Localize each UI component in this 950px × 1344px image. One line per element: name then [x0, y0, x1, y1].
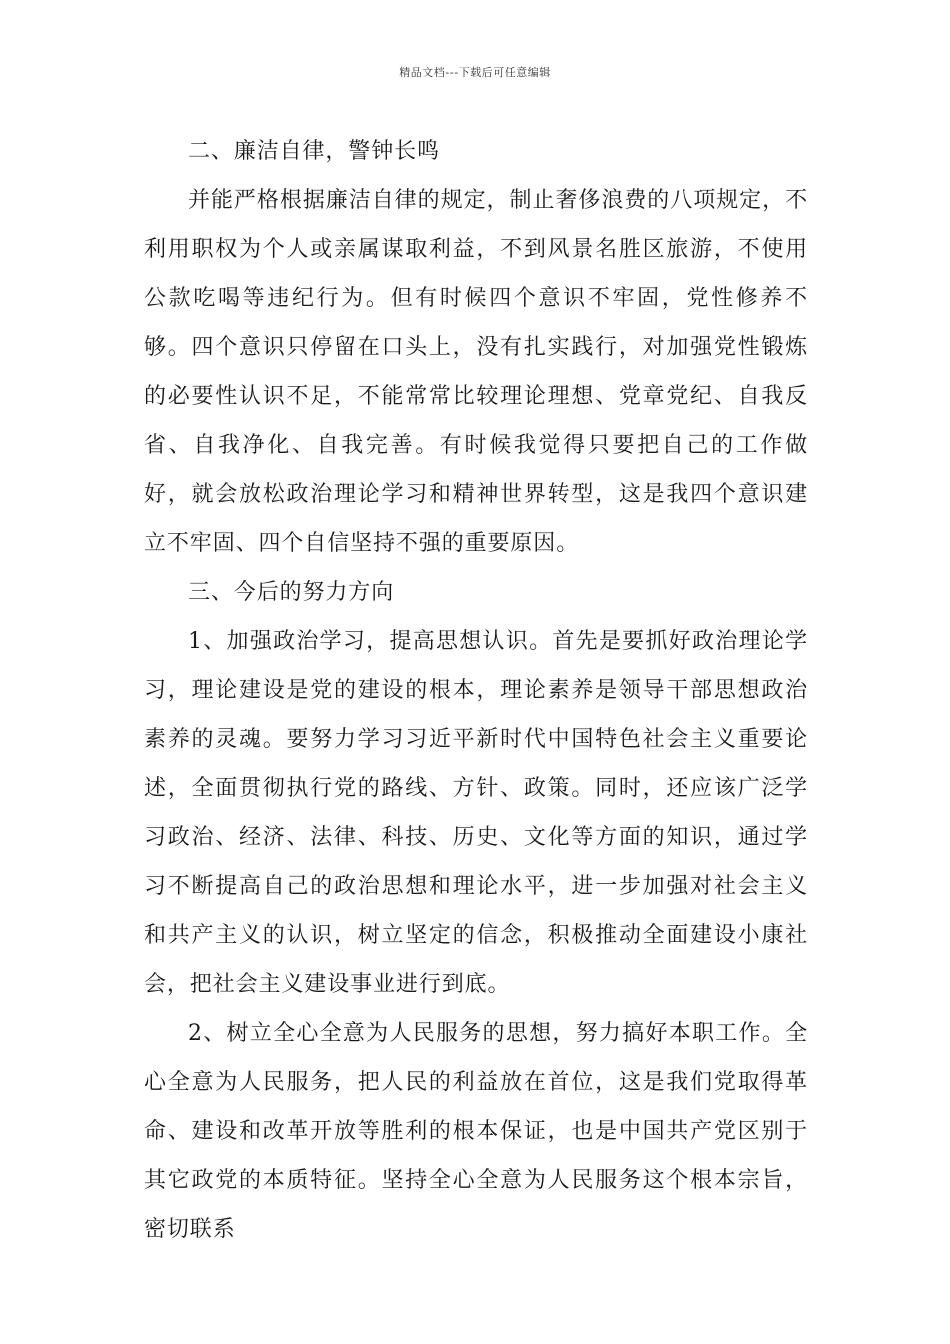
page-header: 精品文档---下载后可任意编辑 [399, 66, 551, 79]
document-body [144, 127, 808, 1254]
paragraph-political-study: 1、加强政治学习，提高思想认识。首先是要抓好政治理论学习，理论建设是党的建设的根本，理论素养是领导干部思想政治素养的灵魂。要努力学习习近平新时代中国特色社会主义重要论述，全面贯彻执行党的路线、方针、政策。同时，还应该广泛学习政治、经济、法律、科技、历史、文化等方面的知识，通过学习不断提高自己的政治思想和理论水平，进一步加强对社会主义和共产主义的认识，树立坚定的信念，积极推动全面建设小康社会，把社会主义建设事业进行到底。 [144, 629, 808, 997]
section-heading-2: 二、廉洁自律，警钟长鸣 [188, 139, 440, 164]
paragraph-integrity: 并能严格根据廉洁自律的规定，制止奢侈浪费的八项规定，不利用职权为个人或亲属谋取利益，不到风景名胜区旅游，不使用公款吃喝等违纪行为。但有时候四个意识不牢固，党性修养不够。四个意识只停留在口头上，没有扎实践行，对加强党性锻炼的必要性认识不足，不能常常比较理论理想、党章党纪、自我反省、自我净化、自我完善。有时候我觉得只要把自己的工作做好，就会放松政治理论学习和精神世界转型，这是我四个意识建立不牢固、四个自信坚持不强的重要原因。 [144, 188, 808, 556]
paragraph-serve-people: 2、树立全心全意为人民服务的思想，努力搞好本职工作。全心全意为人民服务，把人民的利益放在首位，这是我们党取得革命、建设和改革开放等胜利的根本保证，也是中国共产党区别于其它政党的本质特征。坚持全心全意为人民服务这个根本宗旨，密切联系 [144, 1021, 808, 1242]
section-heading-3: 三、今后的努力方向 [188, 580, 395, 605]
